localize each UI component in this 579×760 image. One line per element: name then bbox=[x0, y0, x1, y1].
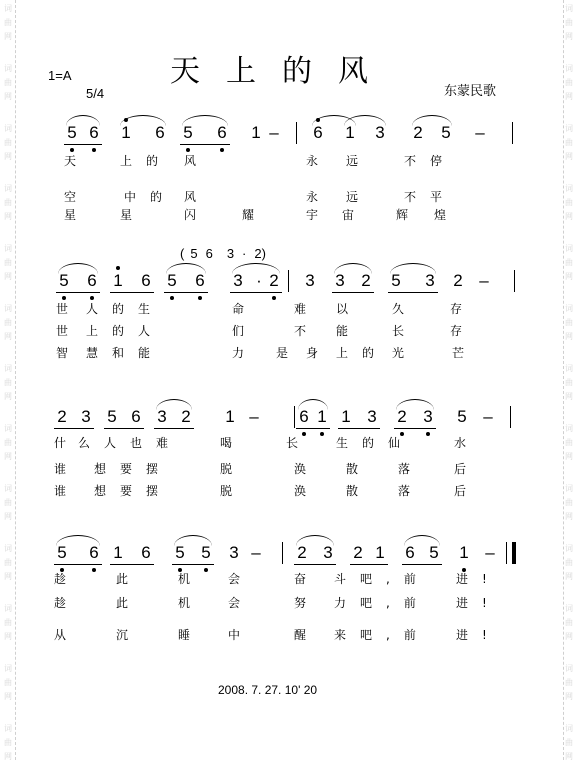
beam-underline bbox=[154, 428, 194, 429]
watermark-char: 词 bbox=[4, 544, 12, 553]
watermark-char: 网 bbox=[4, 272, 12, 281]
watermark-char: 网 bbox=[4, 212, 12, 221]
watermark-char: 曲 bbox=[565, 378, 573, 387]
watermark-char: 网 bbox=[4, 692, 12, 701]
watermark-char: 网 bbox=[4, 512, 12, 521]
lyric-syllable: 能 bbox=[335, 324, 348, 338]
watermark-char: 词 bbox=[4, 64, 12, 73]
watermark-char: 词 bbox=[565, 544, 573, 553]
watermark-char: 网 bbox=[565, 752, 573, 760]
lyric-syllable: 远 bbox=[345, 154, 358, 168]
slur bbox=[412, 115, 452, 126]
jianpu-note: 1 bbox=[345, 123, 355, 142]
lyric-syllable: 命 bbox=[231, 302, 244, 316]
beam-underline bbox=[172, 564, 214, 565]
key-signature: 1=A bbox=[48, 68, 72, 83]
jianpu-note: 5 bbox=[67, 123, 77, 142]
lyric-syllable: 会 bbox=[227, 596, 240, 610]
beam-underline bbox=[110, 564, 154, 565]
lyric-syllable: 难 bbox=[293, 302, 306, 316]
watermark-char: 词 bbox=[565, 64, 573, 73]
lyric-syllable: 斗吧,前 bbox=[334, 572, 430, 586]
watermark-char: 曲 bbox=[565, 258, 573, 267]
octave-dot-low bbox=[302, 432, 306, 436]
watermark-char: 词 bbox=[565, 124, 573, 133]
lyric-syllable: 想要摆 bbox=[94, 462, 173, 476]
slur bbox=[404, 535, 440, 546]
watermark-char: 词 bbox=[4, 484, 12, 493]
lyric-syllable: 宙 bbox=[341, 208, 354, 222]
slur bbox=[182, 115, 228, 126]
lyric-syllable: 此 bbox=[115, 596, 128, 610]
lyric-syllable: 长 bbox=[391, 324, 404, 338]
watermark-char: 曲 bbox=[565, 558, 573, 567]
watermark-char: 网 bbox=[565, 572, 573, 581]
watermark-char: 词 bbox=[4, 424, 12, 433]
lyric-syllable: 以 bbox=[335, 302, 348, 316]
lyric-syllable: 散 bbox=[345, 484, 358, 498]
lyric-syllable: 想要摆 bbox=[94, 484, 173, 498]
watermark-char: 网 bbox=[565, 152, 573, 161]
lyric-syllable: 闪 bbox=[183, 208, 196, 222]
watermark-char: 曲 bbox=[565, 438, 573, 447]
watermark-char: 网 bbox=[565, 692, 573, 701]
watermark-char: 词 bbox=[4, 364, 12, 373]
beam-underline bbox=[388, 292, 438, 293]
lyric-syllable: 水 bbox=[453, 436, 466, 450]
jianpu-note: 1 bbox=[113, 543, 123, 562]
lyric-syllable: 谁 bbox=[53, 462, 66, 476]
watermark-char: 网 bbox=[565, 272, 573, 281]
jianpu-note: 5 bbox=[391, 271, 401, 290]
jianpu-note: – bbox=[483, 407, 493, 426]
jianpu-note: 2 bbox=[57, 407, 67, 426]
beam-underline bbox=[56, 292, 100, 293]
lyric-syllable: 机 bbox=[177, 572, 190, 586]
watermark-char: 曲 bbox=[4, 318, 12, 327]
jianpu-note: 2 bbox=[361, 271, 371, 290]
slur bbox=[56, 535, 100, 546]
octave-dot-low bbox=[92, 568, 96, 572]
watermark-char: 网 bbox=[565, 452, 573, 461]
jianpu-note: 1 bbox=[459, 543, 469, 562]
lyric-syllable: 是 bbox=[275, 346, 288, 360]
lyric-syllable: 从 bbox=[53, 628, 66, 642]
jianpu-note: 2 bbox=[353, 543, 363, 562]
watermark-char: 词 bbox=[565, 724, 573, 733]
lyric-syllable: 散 bbox=[345, 462, 358, 476]
lyric-syllable: 涣 bbox=[293, 484, 306, 498]
lyric-syllable: 中 bbox=[227, 628, 240, 642]
beam-underline bbox=[54, 564, 102, 565]
jianpu-note: 6 bbox=[141, 543, 151, 562]
slur bbox=[344, 115, 386, 126]
jianpu-note: 5 bbox=[167, 271, 177, 290]
watermark-char: 词 bbox=[565, 424, 573, 433]
lyric-syllable: 世 bbox=[55, 302, 68, 316]
lyric-syllable: 不 bbox=[293, 324, 306, 338]
lyric-syllable: 脱 bbox=[219, 484, 232, 498]
jianpu-note: 2 bbox=[297, 543, 307, 562]
slur bbox=[58, 263, 98, 274]
lyric-syllable: 落 bbox=[397, 484, 410, 498]
jianpu-note: 2 bbox=[181, 407, 191, 426]
lyric-syllable: 奋 bbox=[293, 572, 306, 586]
barline bbox=[510, 406, 511, 428]
lyric-syllable: 不停 bbox=[404, 154, 457, 168]
watermark-char: 词 bbox=[565, 244, 573, 253]
jianpu-note: 3 bbox=[233, 271, 243, 290]
beam-underline bbox=[402, 564, 442, 565]
watermark-char: 词 bbox=[565, 304, 573, 313]
octave-dot-high bbox=[116, 266, 120, 270]
watermark-char: 网 bbox=[565, 32, 573, 41]
jianpu-note: 6 bbox=[155, 123, 165, 142]
jianpu-note: 5 bbox=[183, 123, 193, 142]
watermark-char: 网 bbox=[4, 332, 12, 341]
alt-note: 2 bbox=[254, 246, 262, 261]
alt-note: 3 bbox=[226, 246, 235, 261]
attribution: 东蒙民歌 bbox=[444, 84, 497, 99]
jianpu-note: 6 bbox=[195, 271, 205, 290]
lyric-syllable: 中的 bbox=[124, 190, 177, 204]
lyric-syllable: 此 bbox=[115, 572, 128, 586]
watermark-char: 曲 bbox=[4, 558, 12, 567]
beam-underline bbox=[332, 292, 374, 293]
jianpu-note: 5 bbox=[201, 543, 211, 562]
jianpu-note: 3 bbox=[323, 543, 333, 562]
watermark-char: 网 bbox=[4, 452, 12, 461]
jianpu-note: 2 bbox=[453, 271, 463, 290]
jianpu-note: 5 bbox=[457, 407, 467, 426]
jianpu-note: 6 bbox=[141, 271, 151, 290]
jianpu-note: – bbox=[485, 543, 495, 562]
slur bbox=[334, 263, 372, 274]
lyric-syllable: 长 bbox=[285, 436, 298, 450]
lyric-syllable: 耀 bbox=[241, 208, 254, 222]
watermark-char: 网 bbox=[565, 512, 573, 521]
jianpu-note: 6 bbox=[299, 407, 309, 426]
watermark-char: 词 bbox=[565, 604, 573, 613]
jianpu-note: 3 bbox=[423, 407, 433, 426]
lyric-syllable: 世 bbox=[55, 324, 68, 338]
lyric-syllable: 机 bbox=[177, 596, 190, 610]
lyric-syllable: 涣 bbox=[293, 462, 306, 476]
watermark-char: 网 bbox=[565, 332, 573, 341]
octave-dot-low bbox=[170, 296, 174, 300]
watermark-char: 网 bbox=[4, 152, 12, 161]
beam-underline bbox=[180, 144, 230, 145]
jianpu-note: 3 bbox=[335, 271, 345, 290]
watermark-char: 曲 bbox=[565, 678, 573, 687]
barline bbox=[512, 122, 513, 144]
watermark-strip-right bbox=[563, 0, 577, 760]
lyric-syllable: 久 bbox=[391, 302, 404, 316]
lyric-syllable: 来吧,前 bbox=[334, 628, 430, 642]
watermark-char: 曲 bbox=[565, 78, 573, 87]
octave-dot-low bbox=[62, 296, 66, 300]
slur bbox=[298, 399, 328, 410]
watermark-char: 曲 bbox=[4, 18, 12, 27]
barline bbox=[294, 406, 295, 428]
jianpu-note: 3 bbox=[425, 271, 435, 290]
watermark-char: 网 bbox=[4, 752, 12, 760]
jianpu-note: 1 bbox=[341, 407, 351, 426]
lyric-syllable: 睡 bbox=[177, 628, 190, 642]
lyric-syllable: 趁 bbox=[53, 596, 66, 610]
alt-close: ) bbox=[261, 246, 266, 261]
alt-dot: · bbox=[242, 246, 247, 261]
jianpu-note: 5 bbox=[175, 543, 185, 562]
watermark-char: 曲 bbox=[4, 738, 12, 747]
watermark-char: 词 bbox=[565, 664, 573, 673]
jianpu-note: 2 bbox=[397, 407, 407, 426]
slur bbox=[166, 263, 206, 274]
watermark-char: 词 bbox=[4, 304, 12, 313]
watermark-char: 曲 bbox=[4, 498, 12, 507]
lyric-syllable: 沉 bbox=[115, 628, 128, 642]
jianpu-note: 3 bbox=[305, 271, 315, 290]
watermark-char: 网 bbox=[4, 32, 12, 41]
watermark-char: 曲 bbox=[565, 18, 573, 27]
jianpu-note: 1 bbox=[121, 123, 131, 142]
jianpu-note: 1 bbox=[317, 407, 327, 426]
jianpu-note: 5 bbox=[57, 543, 67, 562]
jianpu-note: – bbox=[269, 123, 279, 142]
lyric-syllable: 喝 bbox=[219, 436, 232, 450]
watermark-char: 曲 bbox=[4, 78, 12, 87]
jianpu-note: – bbox=[475, 123, 485, 142]
lyric-syllable: 落 bbox=[397, 462, 410, 476]
slur bbox=[296, 535, 334, 546]
watermark-char: 网 bbox=[4, 92, 12, 101]
lyric-syllable: 风 bbox=[183, 154, 196, 168]
lyric-syllable: 煌 bbox=[433, 208, 446, 222]
alt-open: ( bbox=[180, 246, 185, 261]
octave-dot-low bbox=[320, 432, 324, 436]
lyric-syllable: 醒 bbox=[293, 628, 306, 642]
jianpu-note: · bbox=[256, 271, 262, 290]
jianpu-note: 3 bbox=[367, 407, 377, 426]
lyric-syllable: 们 bbox=[231, 324, 244, 338]
slur bbox=[120, 115, 166, 126]
beam-underline bbox=[338, 428, 380, 429]
jianpu-note: 1 bbox=[113, 271, 123, 290]
barline bbox=[288, 270, 289, 292]
jianpu-note: 6 bbox=[405, 543, 415, 562]
jianpu-note: 1 bbox=[375, 543, 385, 562]
octave-dot-low bbox=[204, 568, 208, 572]
beam-underline bbox=[294, 564, 336, 565]
lyric-syllable: 力吧,前 bbox=[334, 596, 430, 610]
watermark-char: 词 bbox=[565, 4, 573, 13]
jianpu-note: 3 bbox=[81, 407, 91, 426]
watermark-char: 曲 bbox=[565, 618, 573, 627]
watermark-char: 曲 bbox=[565, 318, 573, 327]
jianpu-note: 3 bbox=[157, 407, 167, 426]
watermark-char: 曲 bbox=[4, 618, 12, 627]
lyric-syllable: 星 bbox=[119, 208, 132, 222]
lyric-syllable: 力 bbox=[231, 346, 244, 360]
slur bbox=[156, 399, 192, 410]
barline bbox=[296, 122, 297, 144]
lyric-syllable: 辉 bbox=[395, 208, 408, 222]
alt-notation bbox=[180, 246, 266, 261]
watermark-char: 曲 bbox=[4, 138, 12, 147]
watermark-strip-left bbox=[2, 0, 16, 760]
watermark-char: 网 bbox=[565, 632, 573, 641]
lyric-syllable: 后 bbox=[453, 462, 466, 476]
watermark-char: 曲 bbox=[4, 438, 12, 447]
jianpu-note: 6 bbox=[313, 123, 323, 142]
jianpu-note: 6 bbox=[217, 123, 227, 142]
watermark-char: 词 bbox=[4, 124, 12, 133]
lyric-syllable: 空 bbox=[63, 190, 76, 204]
jianpu-note: 5 bbox=[429, 543, 439, 562]
octave-dot-low bbox=[426, 432, 430, 436]
octave-dot-low bbox=[186, 148, 190, 152]
time-signature: 5/4 bbox=[86, 86, 105, 101]
lyric-syllable: 存 bbox=[449, 302, 462, 316]
lyric-syllable: 风 bbox=[183, 190, 196, 204]
octave-dot-low bbox=[198, 296, 202, 300]
jianpu-note: 5 bbox=[107, 407, 117, 426]
watermark-char: 网 bbox=[565, 392, 573, 401]
watermark-char: 曲 bbox=[565, 498, 573, 507]
barline bbox=[514, 270, 515, 292]
lyric-syllable: 星 bbox=[63, 208, 76, 222]
lyric-syllable: 上的 bbox=[120, 154, 173, 168]
slur bbox=[66, 115, 100, 126]
slur bbox=[174, 535, 212, 546]
barline bbox=[282, 542, 283, 564]
watermark-char: 网 bbox=[565, 212, 573, 221]
jianpu-note: – bbox=[479, 271, 489, 290]
watermark-char: 曲 bbox=[4, 198, 12, 207]
lyric-syllable: 什 bbox=[53, 436, 66, 450]
jianpu-note: – bbox=[249, 407, 259, 426]
jianpu-note: 3 bbox=[375, 123, 385, 142]
lyric-syllable: 宇 bbox=[305, 208, 318, 222]
jianpu-note: 2 bbox=[413, 123, 423, 142]
watermark-char: 词 bbox=[565, 184, 573, 193]
jianpu-note: 6 bbox=[131, 407, 141, 426]
lyric-syllable: 永 bbox=[305, 154, 318, 168]
watermark-char: 网 bbox=[4, 392, 12, 401]
watermark-char: 曲 bbox=[4, 678, 12, 687]
lyric-syllable: 天 bbox=[63, 154, 76, 168]
lyric-syllable: 慧和能 bbox=[86, 346, 165, 360]
jianpu-note: 5 bbox=[441, 123, 451, 142]
beam-underline bbox=[54, 428, 94, 429]
lyric-syllable: 后 bbox=[453, 484, 466, 498]
jianpu-note: 6 bbox=[87, 271, 97, 290]
jianpu-note: – bbox=[251, 543, 261, 562]
beam-underline bbox=[230, 292, 282, 293]
song-title: 天上的风 bbox=[170, 54, 394, 89]
alt-note: 6 bbox=[205, 246, 213, 261]
lyric-syllable: 么人也难 bbox=[78, 436, 183, 450]
watermark-char: 曲 bbox=[565, 738, 573, 747]
lyric-syllable: 智 bbox=[55, 346, 68, 360]
watermark-char: 词 bbox=[4, 4, 12, 13]
lyric-syllable: 不平 bbox=[404, 190, 457, 204]
lyric-syllable: 人的生 bbox=[86, 302, 165, 316]
watermark-char: 词 bbox=[4, 724, 12, 733]
beam-underline bbox=[104, 428, 144, 429]
octave-dot-low bbox=[220, 148, 224, 152]
lyric-syllable: 生的仙 bbox=[336, 436, 415, 450]
slur bbox=[390, 263, 436, 274]
beam-underline bbox=[296, 428, 330, 429]
jianpu-note: 1 bbox=[225, 407, 235, 426]
lyric-syllable: 谁 bbox=[53, 484, 66, 498]
alt-note: 5 bbox=[190, 246, 198, 261]
lyric-syllable: 存 bbox=[449, 324, 462, 338]
watermark-char: 曲 bbox=[4, 378, 12, 387]
jianpu-note: 3 bbox=[229, 543, 239, 562]
watermark-char: 词 bbox=[565, 364, 573, 373]
lyric-syllable: 努 bbox=[293, 596, 306, 610]
octave-dot-low bbox=[70, 148, 74, 152]
watermark-char: 网 bbox=[565, 92, 573, 101]
lyric-syllable: 远 bbox=[345, 190, 358, 204]
lyric-syllable: 芒 bbox=[451, 346, 464, 360]
jianpu-note: 2 bbox=[269, 271, 279, 290]
beam-underline bbox=[110, 292, 154, 293]
lyric-syllable: 上的 bbox=[336, 346, 389, 360]
lyric-syllable: 进! bbox=[456, 596, 501, 610]
octave-dot-low bbox=[272, 296, 276, 300]
lyric-syllable: 进! bbox=[456, 628, 501, 642]
jianpu-note: 6 bbox=[89, 123, 99, 142]
octave-dot-low bbox=[92, 148, 96, 152]
slur bbox=[232, 263, 280, 274]
watermark-char: 网 bbox=[4, 632, 12, 641]
watermark-char: 词 bbox=[4, 664, 12, 673]
watermark-char: 网 bbox=[4, 572, 12, 581]
lyric-syllable: 进! bbox=[456, 572, 501, 586]
date-stamp: 2008. 7. 27. 10' 20 bbox=[218, 683, 318, 697]
watermark-char: 词 bbox=[4, 604, 12, 613]
beam-underline bbox=[64, 144, 102, 145]
watermark-char: 曲 bbox=[565, 138, 573, 147]
watermark-char: 词 bbox=[565, 484, 573, 493]
lyric-syllable: 身 bbox=[305, 346, 318, 360]
lyric-syllable: 脱 bbox=[219, 462, 232, 476]
final-barline-thick bbox=[512, 542, 516, 564]
jianpu-note: 6 bbox=[89, 543, 99, 562]
lyric-syllable: 会 bbox=[227, 572, 240, 586]
watermark-char: 词 bbox=[4, 244, 12, 253]
slur bbox=[396, 399, 434, 410]
watermark-char: 曲 bbox=[4, 258, 12, 267]
jianpu-note: 5 bbox=[59, 271, 69, 290]
lyric-syllable: 永 bbox=[305, 190, 318, 204]
beam-underline bbox=[394, 428, 436, 429]
final-barline-thin bbox=[506, 542, 507, 564]
octave-dot-low bbox=[90, 296, 94, 300]
lyric-syllable: 上的人 bbox=[86, 324, 165, 338]
beam-underline bbox=[350, 564, 388, 565]
watermark-char: 词 bbox=[4, 184, 12, 193]
beam-underline bbox=[164, 292, 208, 293]
lyric-syllable: 趁 bbox=[53, 572, 66, 586]
jianpu-note: 1 bbox=[251, 123, 261, 142]
watermark-char: 曲 bbox=[565, 198, 573, 207]
lyric-syllable: 光 bbox=[391, 346, 404, 360]
